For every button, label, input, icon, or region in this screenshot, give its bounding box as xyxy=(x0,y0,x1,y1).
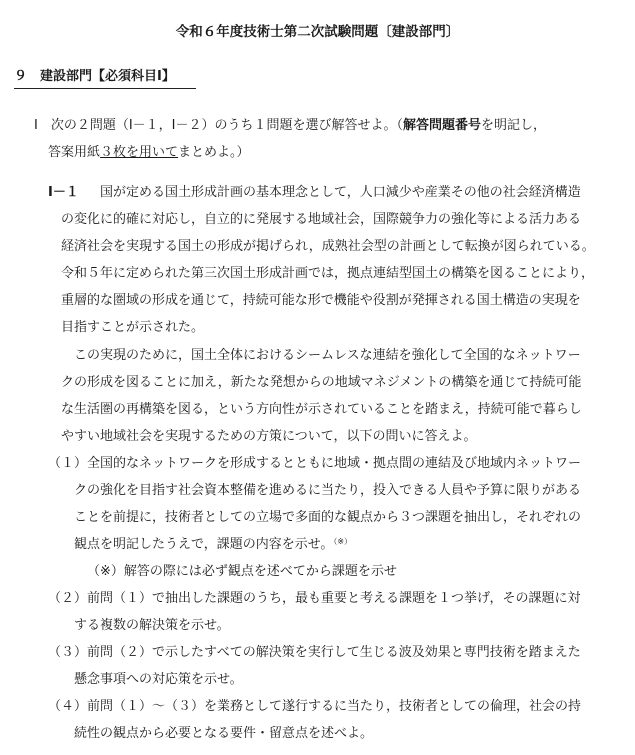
subquestion-4-line: 続性の観点から必要となる要件・留意点を述べよ。 xyxy=(74,726,374,741)
instruction-line-2: 答案用紙３枚を用いてまとめよ。） xyxy=(48,145,250,160)
subquestion-1-line: （１）全国的なネットワークを形成するとともに地域・拠点間の連結及び地域内ネットワー xyxy=(48,456,582,471)
paragraph-1-line: の変化に的確に対応し，自立的に発展する地域社会，国際競争力の強化等による活力ある xyxy=(61,212,582,227)
paragraph-2-line: クの形成を図ることに加え，新たな発想からの地域マネジメントの構築を通じて持続可能 xyxy=(61,375,582,390)
paragraph-2-line: この実現のために，国土全体におけるシームレスな連結を強化して全国的なネットワー xyxy=(74,348,581,363)
answer-number-emphasis: 解答問題番号 xyxy=(403,118,482,133)
paragraph-1-line: 令和５年に定められた第三次国土形成計画では，拠点連結型国土の構築を図ることにより， xyxy=(61,266,595,281)
paragraph-1-line: 重層的な圏域の形成を通じて，持続可能な形で機能や役割が発揮される国土構造の実現を xyxy=(61,293,581,308)
paragraph-1-line: 経済社会を実現する国土の形成が掲げられ，成熟社会型の計画として転換が図られている。 xyxy=(61,239,595,254)
note-line: （※）解答の際には必ず観点を述べてから課題を示せ xyxy=(87,564,397,579)
paragraph-1-line: 目指すことが示された。 xyxy=(61,320,205,335)
section-heading: ９ 建設部門【必須科目Ⅰ】 xyxy=(14,69,175,84)
three-sheets-emphasis: ３枚を用いて xyxy=(100,145,179,160)
subquestion-1-line: 観点を明記したうえで，課題の内容を示せ。（※） xyxy=(74,537,353,552)
subquestion-2-line: する複数の解決策を示せ。 xyxy=(74,618,230,633)
subquestion-4-line: （４）前問（１）～（３）を業務として遂行するに当たり，技術者としての倫理，社会の持 xyxy=(48,699,582,714)
note-reference-mark: （※） xyxy=(333,537,353,546)
paragraph-2-line: やすい地域社会を実現するための方策について，以下の問いに答えよ。 xyxy=(61,429,477,444)
section-underline xyxy=(14,88,196,89)
paragraph-2-line: な生活圏の再構築を図る，という方向性が示されていることを踏まえ，持続可能で暮らし xyxy=(61,402,582,417)
subquestion-2-line: （２）前問（１）で抽出した課題のうち，最も重要と考える課題を１つ挙げ，その課題に対 xyxy=(48,591,581,606)
subquestion-3-line: 懸念事項への対応策を示せ。 xyxy=(74,672,243,687)
subquestion-3-line: （３）前問（２）で示したすべての解決策を実行して生じる波及効果と専門技術を踏まえた xyxy=(48,645,581,660)
exam-title: 令和６年度技術士第二次試験問題〔建設部門〕 xyxy=(175,24,460,40)
subquestion-1-line: ことを前提に，技術者としての立場で多面的な観点から３つ課題を抽出し，それぞれの xyxy=(74,510,582,525)
instruction-line-1: Ⅰ 次の２問題（Ⅰ－１，Ⅰ－２）のうち１問題を選び解答せよ。（解答問題番号を明記し， xyxy=(34,118,547,133)
subquestion-1-line: クの強化を目指す社会資本整備を進めるに当たり，投入できる人員や予算に限りがある xyxy=(74,483,582,498)
paragraph-1-line: 国が定める国土形成計画の基本理念として，人口減少や産業その他の社会経済構造 xyxy=(100,185,581,200)
question-label: Ⅰ－１ xyxy=(48,185,79,200)
